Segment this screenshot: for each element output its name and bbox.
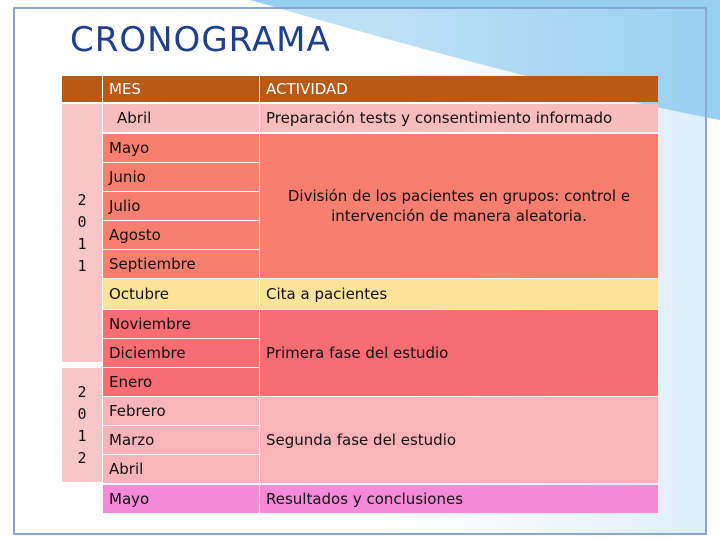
header-month: MES: [103, 76, 259, 102]
month-cell: Diciembre: [103, 339, 259, 367]
year-digit: 2: [77, 383, 87, 401]
month-cell: Enero: [103, 368, 259, 396]
month-cell: Septiembre: [103, 250, 259, 278]
year-2012: [62, 368, 102, 482]
year-digit: 2: [77, 191, 87, 209]
month-cell: Marzo: [103, 426, 259, 454]
month-cell: Agosto: [103, 221, 259, 249]
year-digit: 1: [77, 427, 87, 445]
year-digit: 1: [77, 235, 87, 253]
activity-cell: Segunda fase del estudio: [260, 397, 658, 483]
activity-cell: Resultados y conclusiones: [260, 485, 658, 513]
year-digit: 0: [77, 405, 87, 423]
year-2011: [62, 104, 102, 362]
year-digit: 1: [77, 257, 87, 275]
page-title: CRONOGRAMA: [70, 20, 331, 60]
activity-cell: División de los pacientes en grupos: control e intervención de manera aleatoria.: [260, 134, 658, 278]
activity-cell: Primera fase del estudio: [260, 310, 658, 396]
month-cell: Abril: [103, 455, 259, 483]
header-spacer: [62, 76, 102, 102]
month-cell: Junio: [103, 163, 259, 191]
month-cell: Abril: [103, 104, 259, 132]
month-cell: Noviembre: [103, 310, 259, 338]
activity-cell: Preparación tests y consentimiento informado: [260, 104, 658, 132]
header-activity: ACTIVIDAD: [260, 76, 658, 102]
year-digit: 0: [77, 213, 87, 231]
month-cell: Octubre: [103, 279, 259, 309]
month-cell: Mayo: [103, 134, 259, 162]
year-digit: 2: [77, 449, 87, 467]
month-cell: Febrero: [103, 397, 259, 425]
activity-cell: Cita a pacientes: [260, 279, 658, 309]
month-cell: Julio: [103, 192, 259, 220]
month-cell: Mayo: [103, 485, 259, 513]
